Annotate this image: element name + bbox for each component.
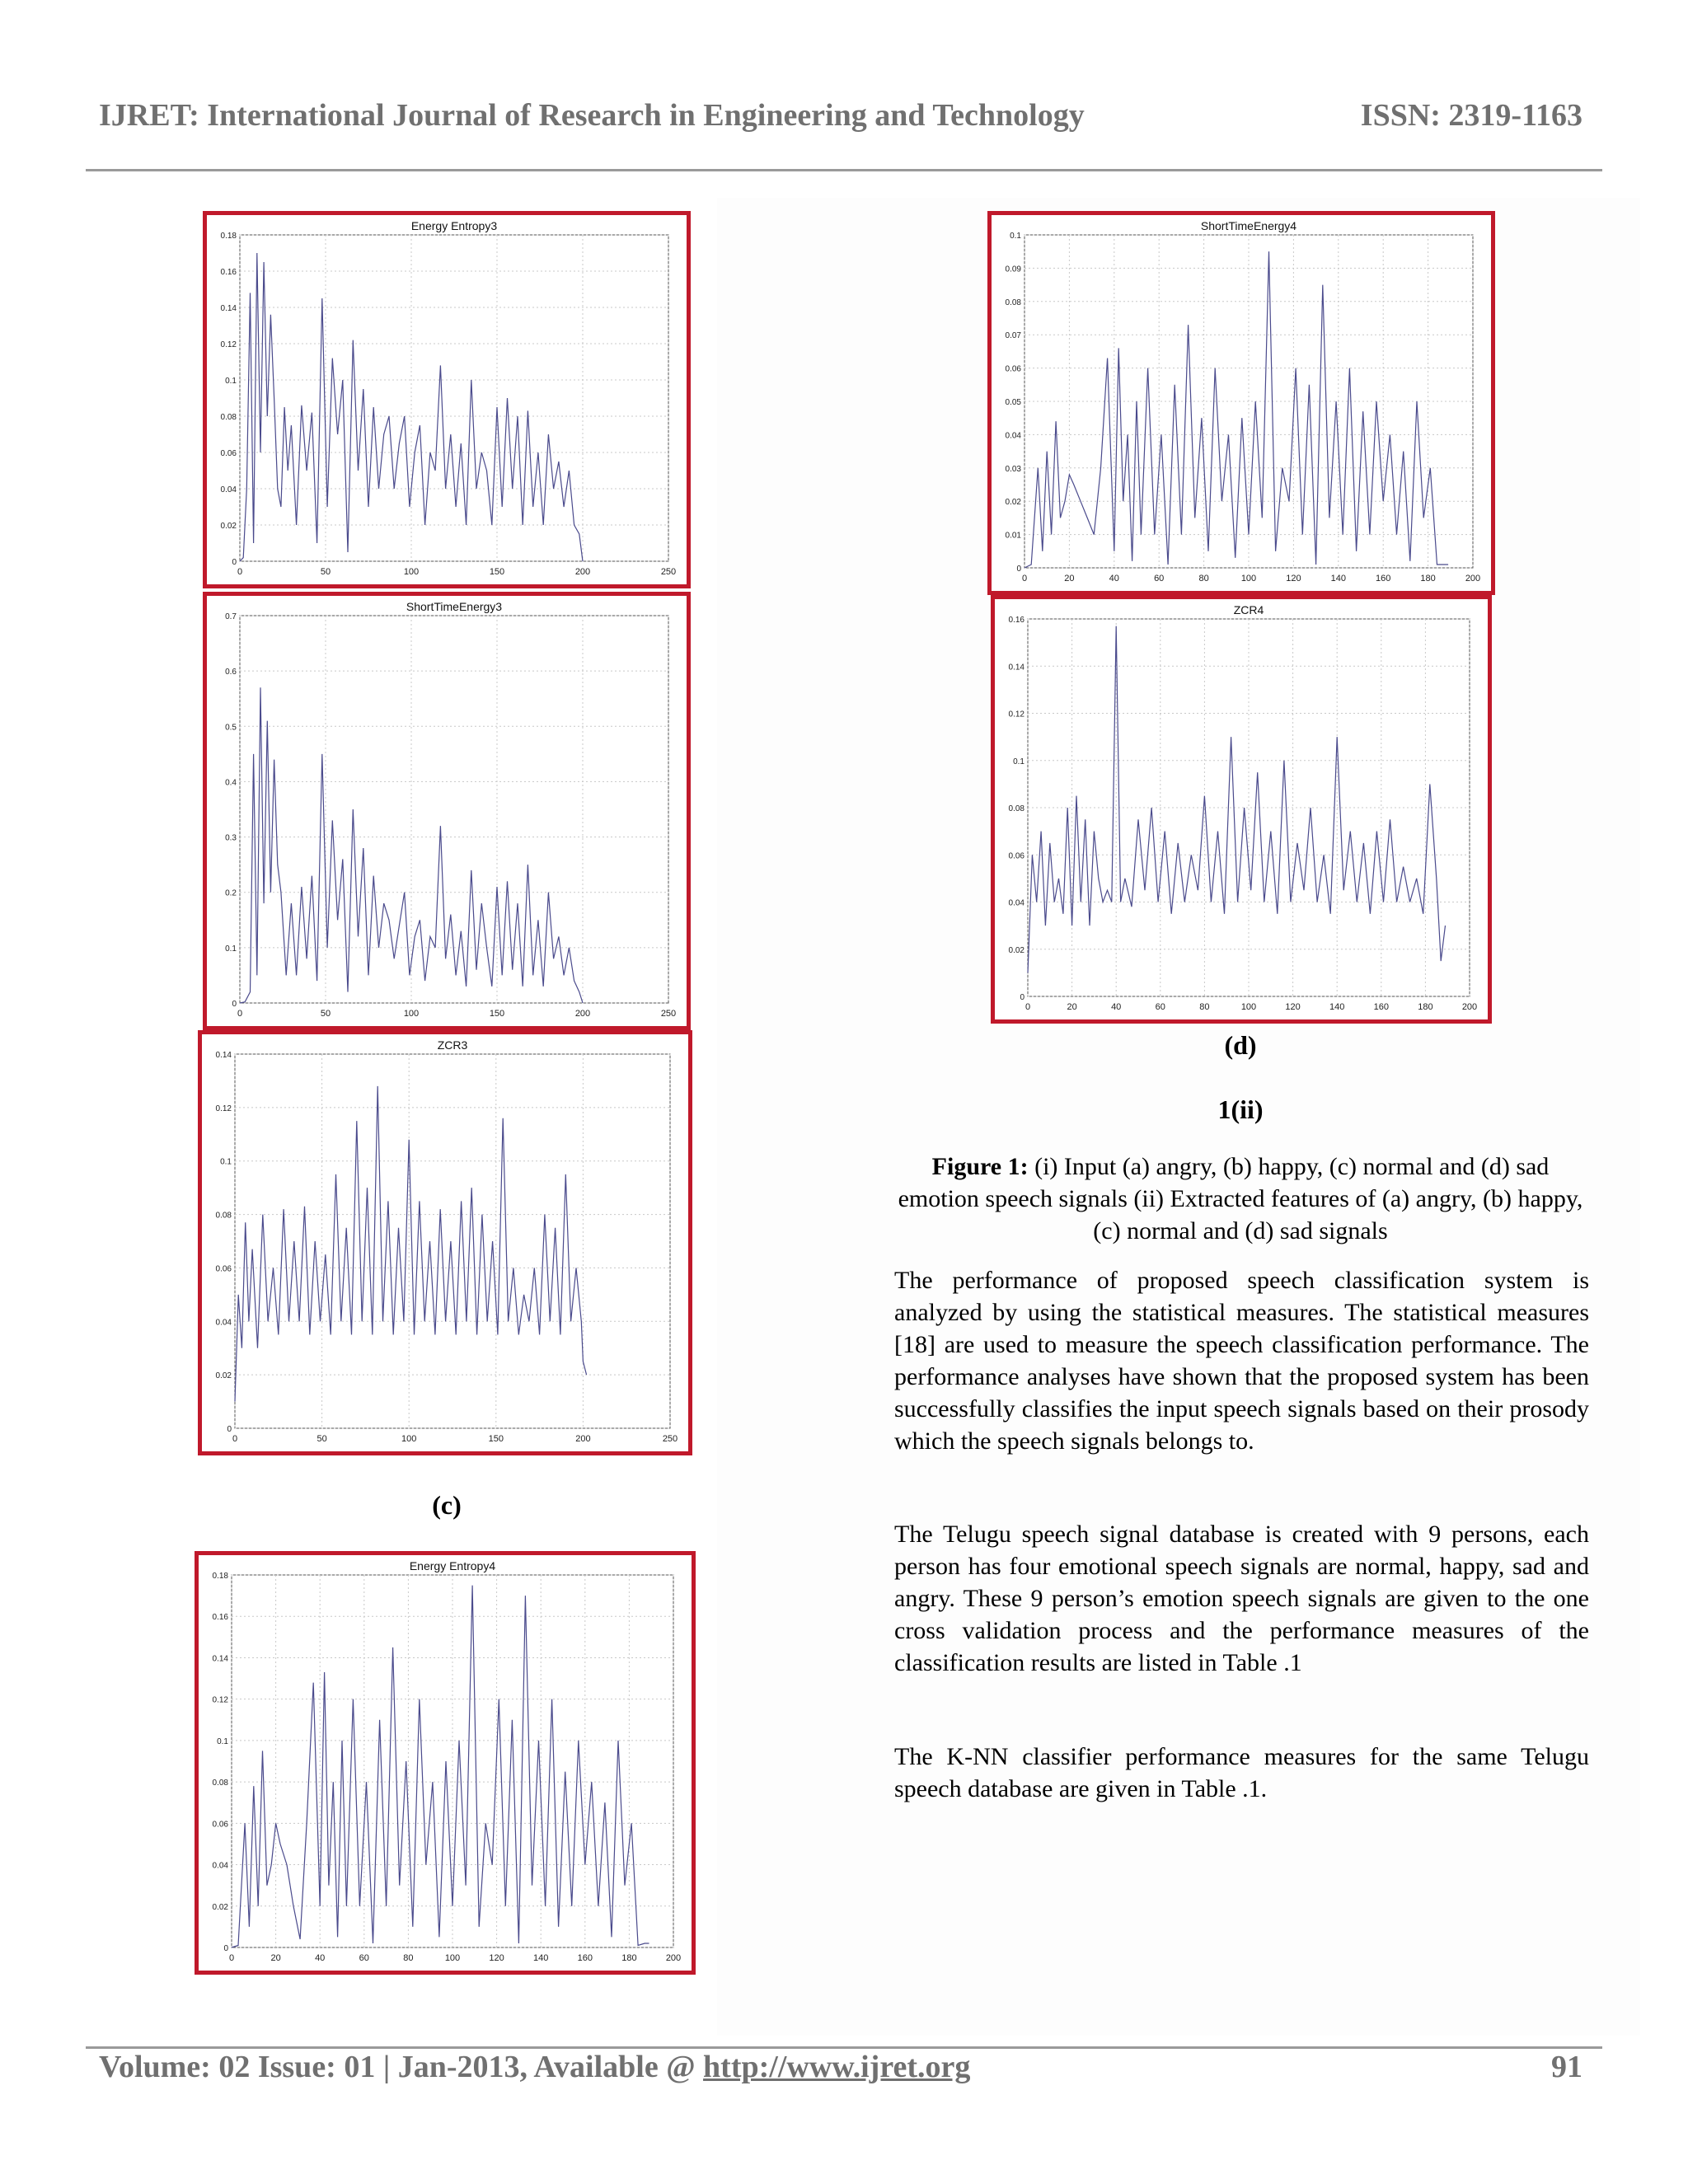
footer-volume <box>99 2048 970 2086</box>
y-tick-label: 0.02 <box>1005 498 1021 508</box>
x-tick-label: 60 <box>1154 574 1165 583</box>
x-tick-label: 200 <box>1461 1002 1478 1012</box>
issn-header: ISSN: 2319-1163 <box>1360 98 1582 133</box>
x-tick-label: 200 <box>574 567 591 577</box>
x-tick-label: 150 <box>489 567 505 577</box>
x-tick-label: 40 <box>1109 574 1119 583</box>
x-tick-label: 250 <box>660 567 677 577</box>
y-tick-label: 0.06 <box>215 1264 232 1274</box>
x-tick-label: 120 <box>1286 574 1301 583</box>
y-tick-label: 0.18 <box>212 1572 228 1581</box>
x-tick-label: 80 <box>403 1953 414 1963</box>
y-tick-label: 0.05 <box>1005 398 1021 407</box>
x-tick-label: 100 <box>1240 1002 1257 1012</box>
chart-title: ZCR3 <box>437 1038 468 1052</box>
label-c: (c) <box>432 1490 462 1520</box>
x-tick-label: 20 <box>1064 574 1075 583</box>
x-tick-label: 140 <box>1329 1002 1345 1012</box>
x-tick-label: 160 <box>1373 1002 1389 1012</box>
x-tick-label: 100 <box>444 1953 461 1963</box>
x-tick-label: 50 <box>316 1434 327 1444</box>
y-tick-label: 0.03 <box>1005 464 1021 474</box>
paragraph-performance: The performance of proposed speech classification system is analyzed by using the statistical measures. The statistical measures [18] are used to measure the speech classification performance. The performance analyses have shown that the proposed system has been successfully classifies the input speech signals based on their prosody which the speech signals belongs to. <box>894 1267 1589 1455</box>
x-tick-label: 0 <box>228 1953 235 1963</box>
y-tick-label: 0.04 <box>220 485 237 494</box>
y-tick-label: 0.5 <box>225 723 237 733</box>
x-tick-label: 100 <box>1240 574 1257 583</box>
x-tick-label: 200 <box>665 1953 682 1963</box>
label-figure-part: 1(ii) <box>1217 1094 1264 1124</box>
x-tick-label: 60 <box>359 1953 369 1963</box>
y-tick-label: 0.14 <box>220 304 237 313</box>
plot-area <box>240 616 668 1003</box>
y-tick-label: 0.01 <box>1005 531 1021 541</box>
chart-title: Energy Entropy4 <box>409 1559 496 1572</box>
y-tick-label: 0 <box>1016 565 1021 574</box>
y-tick-label: 0.12 <box>212 1695 228 1705</box>
footer-volume-text: Volume: 02 Issue: 01 | Jan-2013, Available @ <box>99 2050 704 2084</box>
energy-entropy4-svg <box>199 1555 692 1971</box>
y-tick-label: 0.04 <box>1008 898 1025 908</box>
x-tick-label: 50 <box>320 1009 331 1019</box>
figure-caption <box>890 1151 1591 1247</box>
x-tick-label: 140 <box>533 1953 549 1963</box>
y-tick-label: 0.6 <box>225 668 237 677</box>
chart-short-time-energy3 <box>203 592 691 1030</box>
y-tick-label: 0.08 <box>220 413 237 422</box>
y-tick-label: 0.04 <box>215 1318 232 1328</box>
x-tick-label: 180 <box>1418 1002 1433 1012</box>
x-tick-label: 180 <box>1420 574 1436 583</box>
x-tick-label: 0 <box>1025 1002 1031 1012</box>
plot-area <box>235 1054 670 1428</box>
y-tick-label: 0.1 <box>217 1736 228 1746</box>
y-tick-label: 0.12 <box>220 340 237 349</box>
y-tick-label: 0.04 <box>1005 431 1021 441</box>
x-tick-label: 160 <box>577 1953 593 1963</box>
x-tick-label: 20 <box>270 1953 281 1963</box>
plot-area <box>240 235 668 561</box>
x-tick-label: 100 <box>403 567 420 577</box>
y-tick-label: 0.4 <box>225 778 237 788</box>
header-rule <box>86 169 1602 171</box>
x-tick-label: 0 <box>1021 574 1028 583</box>
x-tick-label: 140 <box>1330 574 1346 583</box>
y-tick-label: 0 <box>227 1425 232 1434</box>
chart-title: ShortTimeEnergy3 <box>406 600 503 613</box>
x-tick-label: 100 <box>401 1434 417 1444</box>
y-tick-label: 0.14 <box>212 1654 228 1664</box>
zcr3-svg <box>202 1034 688 1451</box>
y-tick-label: 0.08 <box>1008 804 1025 813</box>
energy-entropy3-svg <box>207 215 687 584</box>
y-tick-label: 0.1 <box>220 1157 232 1167</box>
x-tick-label: 200 <box>575 1434 591 1444</box>
paragraph-database: The Telugu speech signal database is created with 9 persons, each person has four emotional speech signals are normal, happy, sad and angry. These 9 person’s emotion speech signals are given to the one cross validation process and the performance measures of the classification results are listed in Table .1 <box>894 1521 1589 1676</box>
y-tick-label: 0.06 <box>1005 364 1021 374</box>
chart-energy-entropy3 <box>203 211 691 588</box>
y-tick-label: 0.02 <box>215 1371 232 1381</box>
figure-caption-text: (i) Input (a) angry, (b) happy, (c) normal and (d) sad emotion speech signals (ii) Extracted features of (a) angry, (b) happy, (c) normal and (d) sad signals <box>898 1153 1583 1244</box>
y-tick-label: 0.09 <box>1005 265 1021 274</box>
page-number: 91 <box>1551 2050 1582 2084</box>
zcr4-svg <box>995 599 1488 1019</box>
y-tick-label: 0 <box>232 558 237 567</box>
x-tick-label: 180 <box>621 1953 637 1963</box>
y-tick-label: 0 <box>223 1944 228 1953</box>
x-tick-label: 200 <box>574 1009 591 1019</box>
y-tick-label: 0.02 <box>1008 945 1025 955</box>
x-tick-label: 40 <box>1111 1002 1122 1012</box>
x-tick-label: 150 <box>489 1009 505 1019</box>
x-tick-label: 80 <box>1199 1002 1210 1012</box>
y-tick-label: 0.04 <box>212 1861 228 1871</box>
x-tick-label: 50 <box>320 567 331 577</box>
x-tick-label: 120 <box>1285 1002 1301 1012</box>
x-tick-label: 200 <box>1465 574 1481 583</box>
x-tick-label: 80 <box>1198 574 1209 583</box>
paragraph-knn: The K-NN classifier performance measures for the same Telugu speech database are given in Table .1. <box>894 1743 1589 1802</box>
footer-url-link[interactable]: http://www.ijret.org <box>703 2050 971 2084</box>
y-tick-label: 0.1 <box>225 377 237 386</box>
y-tick-label: 0.02 <box>220 522 237 531</box>
chart-title: ShortTimeEnergy4 <box>1200 219 1297 232</box>
x-tick-label: 250 <box>662 1434 678 1444</box>
y-tick-label: 0.08 <box>215 1211 232 1221</box>
y-tick-label: 0.3 <box>225 833 237 843</box>
x-tick-label: 250 <box>660 1009 677 1019</box>
y-tick-label: 0.1 <box>1013 757 1025 766</box>
chart-short-time-energy4 <box>987 211 1495 595</box>
x-tick-label: 0 <box>237 1009 243 1019</box>
x-tick-label: 160 <box>1376 574 1391 583</box>
label-d: (d) <box>1224 1030 1257 1060</box>
y-tick-label: 0.07 <box>1005 331 1021 341</box>
y-tick-label: 0.02 <box>212 1902 228 1912</box>
y-tick-label: 0.08 <box>1005 298 1021 307</box>
y-tick-label: 0.7 <box>225 612 237 621</box>
y-tick-label: 0.16 <box>212 1613 228 1623</box>
x-tick-label: 40 <box>315 1953 326 1963</box>
y-tick-label: 0 <box>232 1000 237 1009</box>
y-tick-label: 0.1 <box>1010 232 1021 241</box>
y-tick-label: 0.16 <box>1008 616 1025 625</box>
x-tick-label: 100 <box>403 1009 420 1019</box>
x-tick-label: 20 <box>1067 1002 1077 1012</box>
x-tick-label: 0 <box>237 567 243 577</box>
y-tick-label: 0.14 <box>215 1051 232 1060</box>
chart-energy-entropy4 <box>195 1551 696 1975</box>
short-time-energy3-svg <box>207 596 687 1026</box>
y-tick-label: 0.06 <box>212 1820 228 1830</box>
y-tick-label: 0.08 <box>212 1779 228 1788</box>
x-tick-label: 60 <box>1155 1002 1165 1012</box>
figure-caption-label: Figure 1: <box>931 1153 1029 1180</box>
short-time-energy4-svg <box>992 215 1491 591</box>
y-tick-label: 0.1 <box>225 944 237 954</box>
x-tick-label: 150 <box>488 1434 504 1444</box>
x-tick-label: 0 <box>232 1434 238 1444</box>
y-tick-label: 0.2 <box>225 888 237 898</box>
y-tick-label: 0.06 <box>220 449 237 458</box>
chart-title: Energy Entropy3 <box>410 219 498 232</box>
chart-zcr4 <box>991 595 1492 1024</box>
chart-title: ZCR4 <box>1233 603 1264 616</box>
y-tick-label: 0.18 <box>220 232 237 241</box>
y-tick-label: 0.16 <box>220 268 237 277</box>
y-tick-label: 0.12 <box>215 1104 232 1113</box>
journal-header: IJRET: International Journal of Research in Engineering and Technology <box>99 98 1085 133</box>
x-tick-label: 120 <box>489 1953 504 1963</box>
y-tick-label: 0.12 <box>1008 710 1025 719</box>
y-tick-label: 0.14 <box>1008 663 1025 673</box>
chart-zcr3 <box>198 1030 692 1455</box>
y-tick-label: 0.06 <box>1008 851 1025 861</box>
y-tick-label: 0 <box>1020 993 1025 1002</box>
